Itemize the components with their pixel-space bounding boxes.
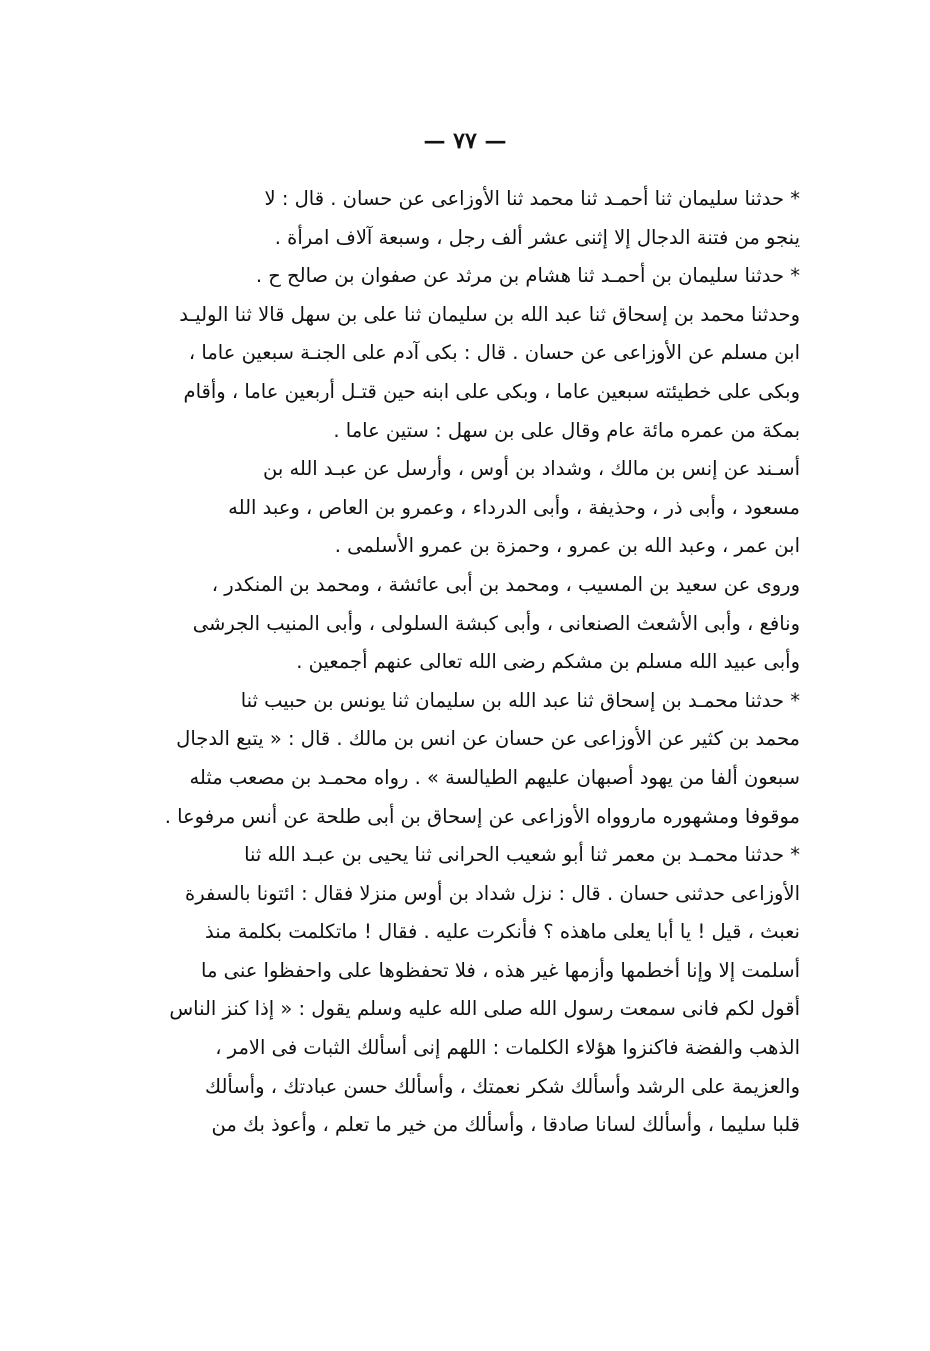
text-line: أسـند عن إنس بن مالك ، وشداد بن أوس ، وأرسل عن عبـد الله بن: [262, 457, 800, 481]
text-line: ابن مسلم عن الأوزاعى عن حسان . قال : بكى آدم على الجنـة سبعين عاما ،: [188, 341, 800, 365]
text-line: محمد بن كثير عن الأوزاعى عن حسان عن انس بن مالك . قال : « يتبع الدجال: [176, 727, 800, 751]
text-line: موقوفا ومشهوره ماروواه الأوزاعى عن إسحاق بن أبى طلحة عن أنس مرفوعا .: [164, 804, 800, 828]
text-line: وحدثنا محمد بن إسحاق ثنا عبد الله بن سليمان ثنا على بن سهل قالا ثنا الوليـد: [179, 302, 800, 326]
text-line: * حدثنا محمـد بن إسحاق ثنا عبد الله بن سليمان ثنا يونس بن حبيب ثنا: [240, 688, 800, 712]
text-line: مسعود ، وأبى ذر ، وحذيفة ، وأبى الدرداء ، وعمرو بن العاص ، وعبد الله: [228, 495, 800, 519]
text-line: بمكة من عمره مائة عام وقال على بن سهل : ستين عاما .: [333, 418, 800, 442]
text-line: ونافع ، وأبى الأشعث الصنعانى ، وأبى كبشة السلولى ، وأبى المنيب الجرشى: [192, 611, 800, 635]
page-number: — ٧٧ —: [423, 128, 507, 154]
text-line: وأبى عبيد الله مسلم بن مشكم رضى الله تعالى عنهم أجمعين .: [296, 650, 800, 674]
text-line: وبكى على خطيئته سبعين عاما ، وبكى على ابنه حين قتـل أربعين عاما ، وأقام: [183, 379, 800, 403]
text-line: ابن عمر ، وعبد الله بن عمرو ، وحمزة بن عمرو الأسلمى .: [334, 534, 800, 558]
text-line: سبعون ألفا من يهود أصبهان عليهم الطيالسة » . رواه محمـد بن مصعب مثله: [189, 765, 800, 789]
text-line: أقول لكم فانى سمعت رسول الله صلى الله عليه وسلم يقول : « إذا كنز الناس: [169, 997, 800, 1021]
text-line: * حدثنا سليمان ثنا أحمـد ثنا محمد ثنا الأوزاعى عن حسان . قال : لا: [264, 187, 800, 210]
text-line: أسلمت إلا وإنا أخطمها وأزمها غير هذه ، فلا تحفظوها على واحفظوا عنى ما: [201, 958, 800, 982]
text-line: قلبا سليما ، وأسألك لسانا صادقا ، وأسألك من خير ما تعلم ، وأعوذ بك من: [211, 1113, 800, 1137]
text-line: * حدثنا سليمان بن أحمـد ثنا هشام بن مرثد عن صفوان بن صالح ح .: [255, 264, 800, 288]
text-line: * حدثنا محمـد بن معمر ثنا أبو شعيب الحرانى ثنا يحيى بن عبـد الله ثنا: [244, 843, 800, 867]
text-line: وروى عن سعيد بن المسيب ، ومحمد بن أبى عائشة ، ومحمد بن المنكدر ،: [211, 572, 800, 596]
text-line: ينجو من فتنة الدجال إلا إثنى عشر ألف رجل ، وسبعة آلاف امرأة .: [274, 225, 800, 249]
text-line: والعزيمة على الرشد وأسألك شكر نعمتك ، وأسألك حسن عبادتك ، وأسألك: [205, 1074, 800, 1098]
body-text: [160, 180, 800, 1145]
text-line: الأوزاعى حدثنى حسان . قال : نزل شداد بن أوس منزلا فقال : ائتونا بالسفرة: [185, 881, 800, 905]
text-line: نعبث ، قيل ! يا أبا يعلى ماهذه ؟ فأنكرت عليه . فقال ! ماتكلمت بكلمة منذ: [204, 920, 800, 944]
text-line: الذهب والفضة فاكنزوا هؤلاء الكلمات : اللهم إنى أسألك الثبات فى الامر ،: [215, 1036, 800, 1060]
